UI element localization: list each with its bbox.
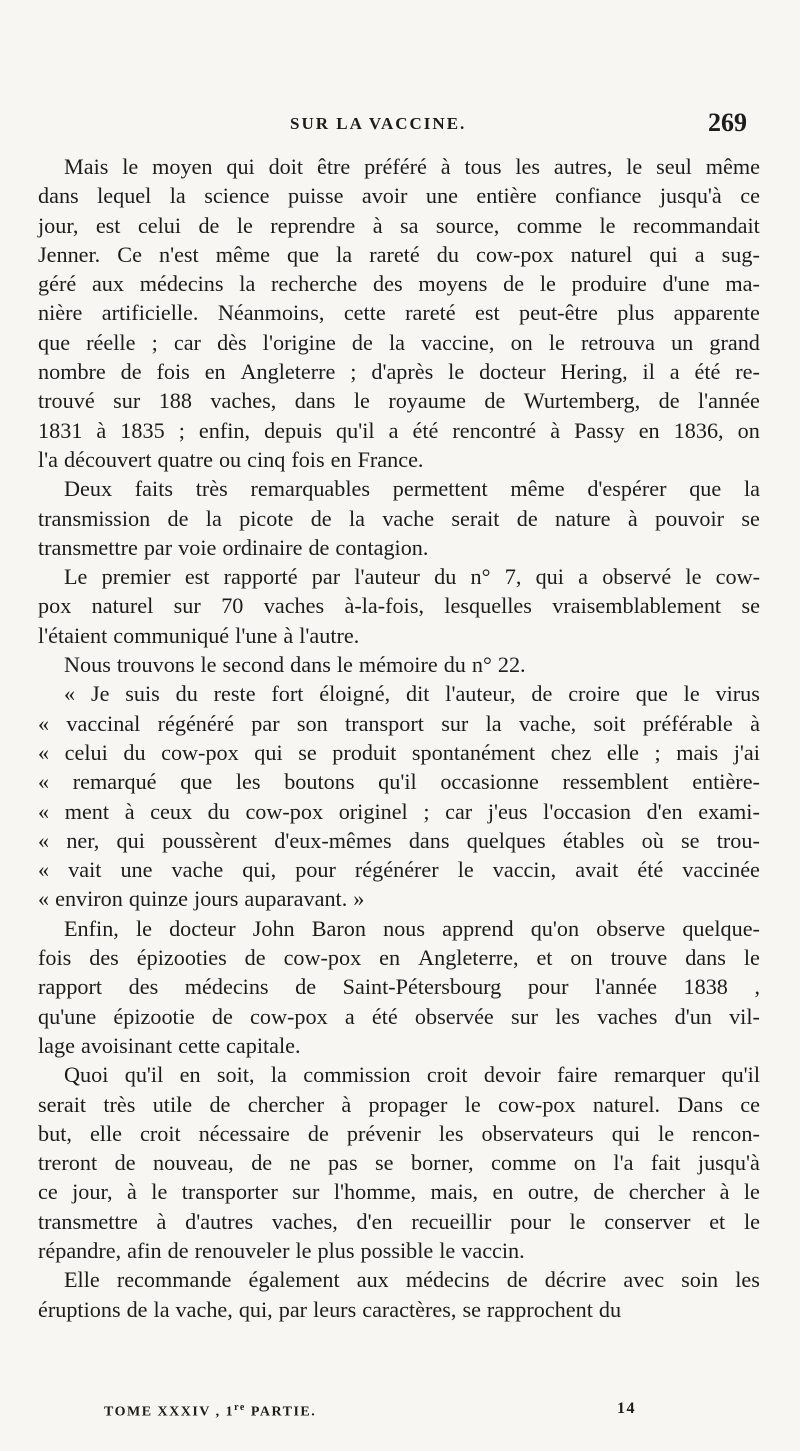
text-line: Jenner. Ce n'est même que la rareté du cow-pox naturel qui a sug-	[38, 241, 760, 267]
text-line: que réelle ; car dès l'origine de la vaccine, on le retrouva un grand	[38, 329, 760, 355]
text-line: « vait une vache qui, pour régénérer le vaccin, avait été vaccinée	[38, 857, 760, 883]
body-text	[38, 152, 760, 1324]
text-line: treront de nouveau, de ne pas se borner, comme on l'a fait jusqu'à	[38, 1150, 760, 1176]
text-line: l'a découvert quatre ou cinq fois en France.	[38, 446, 424, 472]
text-line: ce jour, à le transporter sur l'homme, mais, en outre, de chercher à le	[38, 1179, 760, 1205]
text-line: pox naturel sur 70 vaches à-la-fois, lesquelles vraisemblablement se	[38, 593, 760, 619]
text-line: « ment à ceux du cow-pox originel ; car j'eus l'occasion d'en exami-	[38, 798, 760, 824]
text-line: l'étaient communiqué l'une à l'autre.	[38, 622, 360, 648]
text-line: transmettre par voie ordinaire de contagion.	[38, 534, 429, 560]
text-line: Quoi qu'il en soit, la commission croit devoir faire remarquer qu'il	[64, 1062, 760, 1088]
text-line: « celui du cow-pox qui se produit spontanément chez elle ; mais j'ai	[38, 739, 760, 765]
text-line: Le premier est rapporté par l'auteur du n° 7, qui a observé le cow-	[64, 564, 760, 590]
text-line: Elle recommande également aux médecins de décrire avec soin les	[64, 1267, 760, 1293]
text-line: Enfin, le docteur John Baron nous apprend qu'on observe quelque-	[64, 915, 760, 941]
text-line: jour, est celui de le reprendre à sa source, comme le recommandait	[38, 212, 760, 238]
text-line: qu'une épizootie de cow-pox a été observée sur les vaches d'un vil-	[38, 1003, 760, 1029]
text-line: transmission de la picote de la vache serait de nature à pouvoir se	[38, 505, 760, 531]
text-line: « vaccinal régénéré par son transport sur la vache, soit préférable à	[38, 710, 760, 736]
page-footer	[0, 1402, 800, 1432]
text-line: géré aux médecins la recherche des moyens de le produire d'une ma-	[38, 271, 760, 297]
text-line: « Je suis du reste fort éloigné, dit l'auteur, de croire que le virus	[64, 681, 760, 707]
text-line: Nous trouvons le second dans le mémoire du n° 22.	[64, 652, 526, 678]
text-line: but, elle croit nécessaire de prévenir les observateurs qui le rencon-	[38, 1120, 760, 1146]
volume-label: TOME XXXIV , 1re PARTIE.	[104, 1402, 317, 1420]
page-header	[0, 104, 800, 144]
text-line: répandre, afin de renouveler le plus possible le vaccin.	[38, 1237, 525, 1263]
signature-mark: 14	[617, 1400, 636, 1417]
running-title: SUR LA VACCINE.	[290, 114, 467, 133]
text-line: nière artificielle. Néanmoins, cette rareté est peut-être plus apparente	[38, 300, 760, 326]
text-line: rapport des médecins de Saint-Pétersbourg pour l'année 1838 ,	[38, 974, 760, 1000]
text-line: « remarqué que les boutons qu'il occasionne ressemblent entière-	[38, 769, 760, 795]
text-line: transmettre à d'autres vaches, d'en recueillir pour le conserver et le	[38, 1208, 760, 1234]
text-line: Mais le moyen qui doit être préféré à tous les autres, le seul même	[64, 154, 760, 179]
page-number: 269	[708, 108, 747, 137]
text-line: dans lequel la science puisse avoir une entière confiance jusqu'à ce	[38, 183, 760, 209]
text-line: 1831 à 1835 ; enfin, depuis qu'il a été rencontré à Passy en 1836, on	[38, 417, 760, 443]
text-line: « environ quinze jours auparavant. »	[38, 886, 365, 912]
text-line: lage avoisinant cette capitale.	[38, 1032, 301, 1058]
text-line: nombre de fois en Angleterre ; d'après le docteur Hering, il a été re-	[38, 359, 760, 385]
text-line: « ner, qui poussèrent d'eux-mêmes dans quelques étables où se trou-	[38, 827, 760, 853]
text-line: Deux faits très remarquables permettent même d'espérer que la	[64, 476, 760, 502]
text-line: éruptions de la vache, qui, par leurs caractères, se rapprochent du	[38, 1296, 622, 1322]
text-line: trouvé sur 188 vaches, dans le royaume de Wurtemberg, de l'année	[38, 388, 760, 414]
text-line: serait très utile de chercher à propager le cow-pox naturel. Dans ce	[38, 1091, 760, 1117]
text-line: fois des épizooties de cow-pox en Angleterre, et on trouve dans le	[38, 945, 760, 971]
